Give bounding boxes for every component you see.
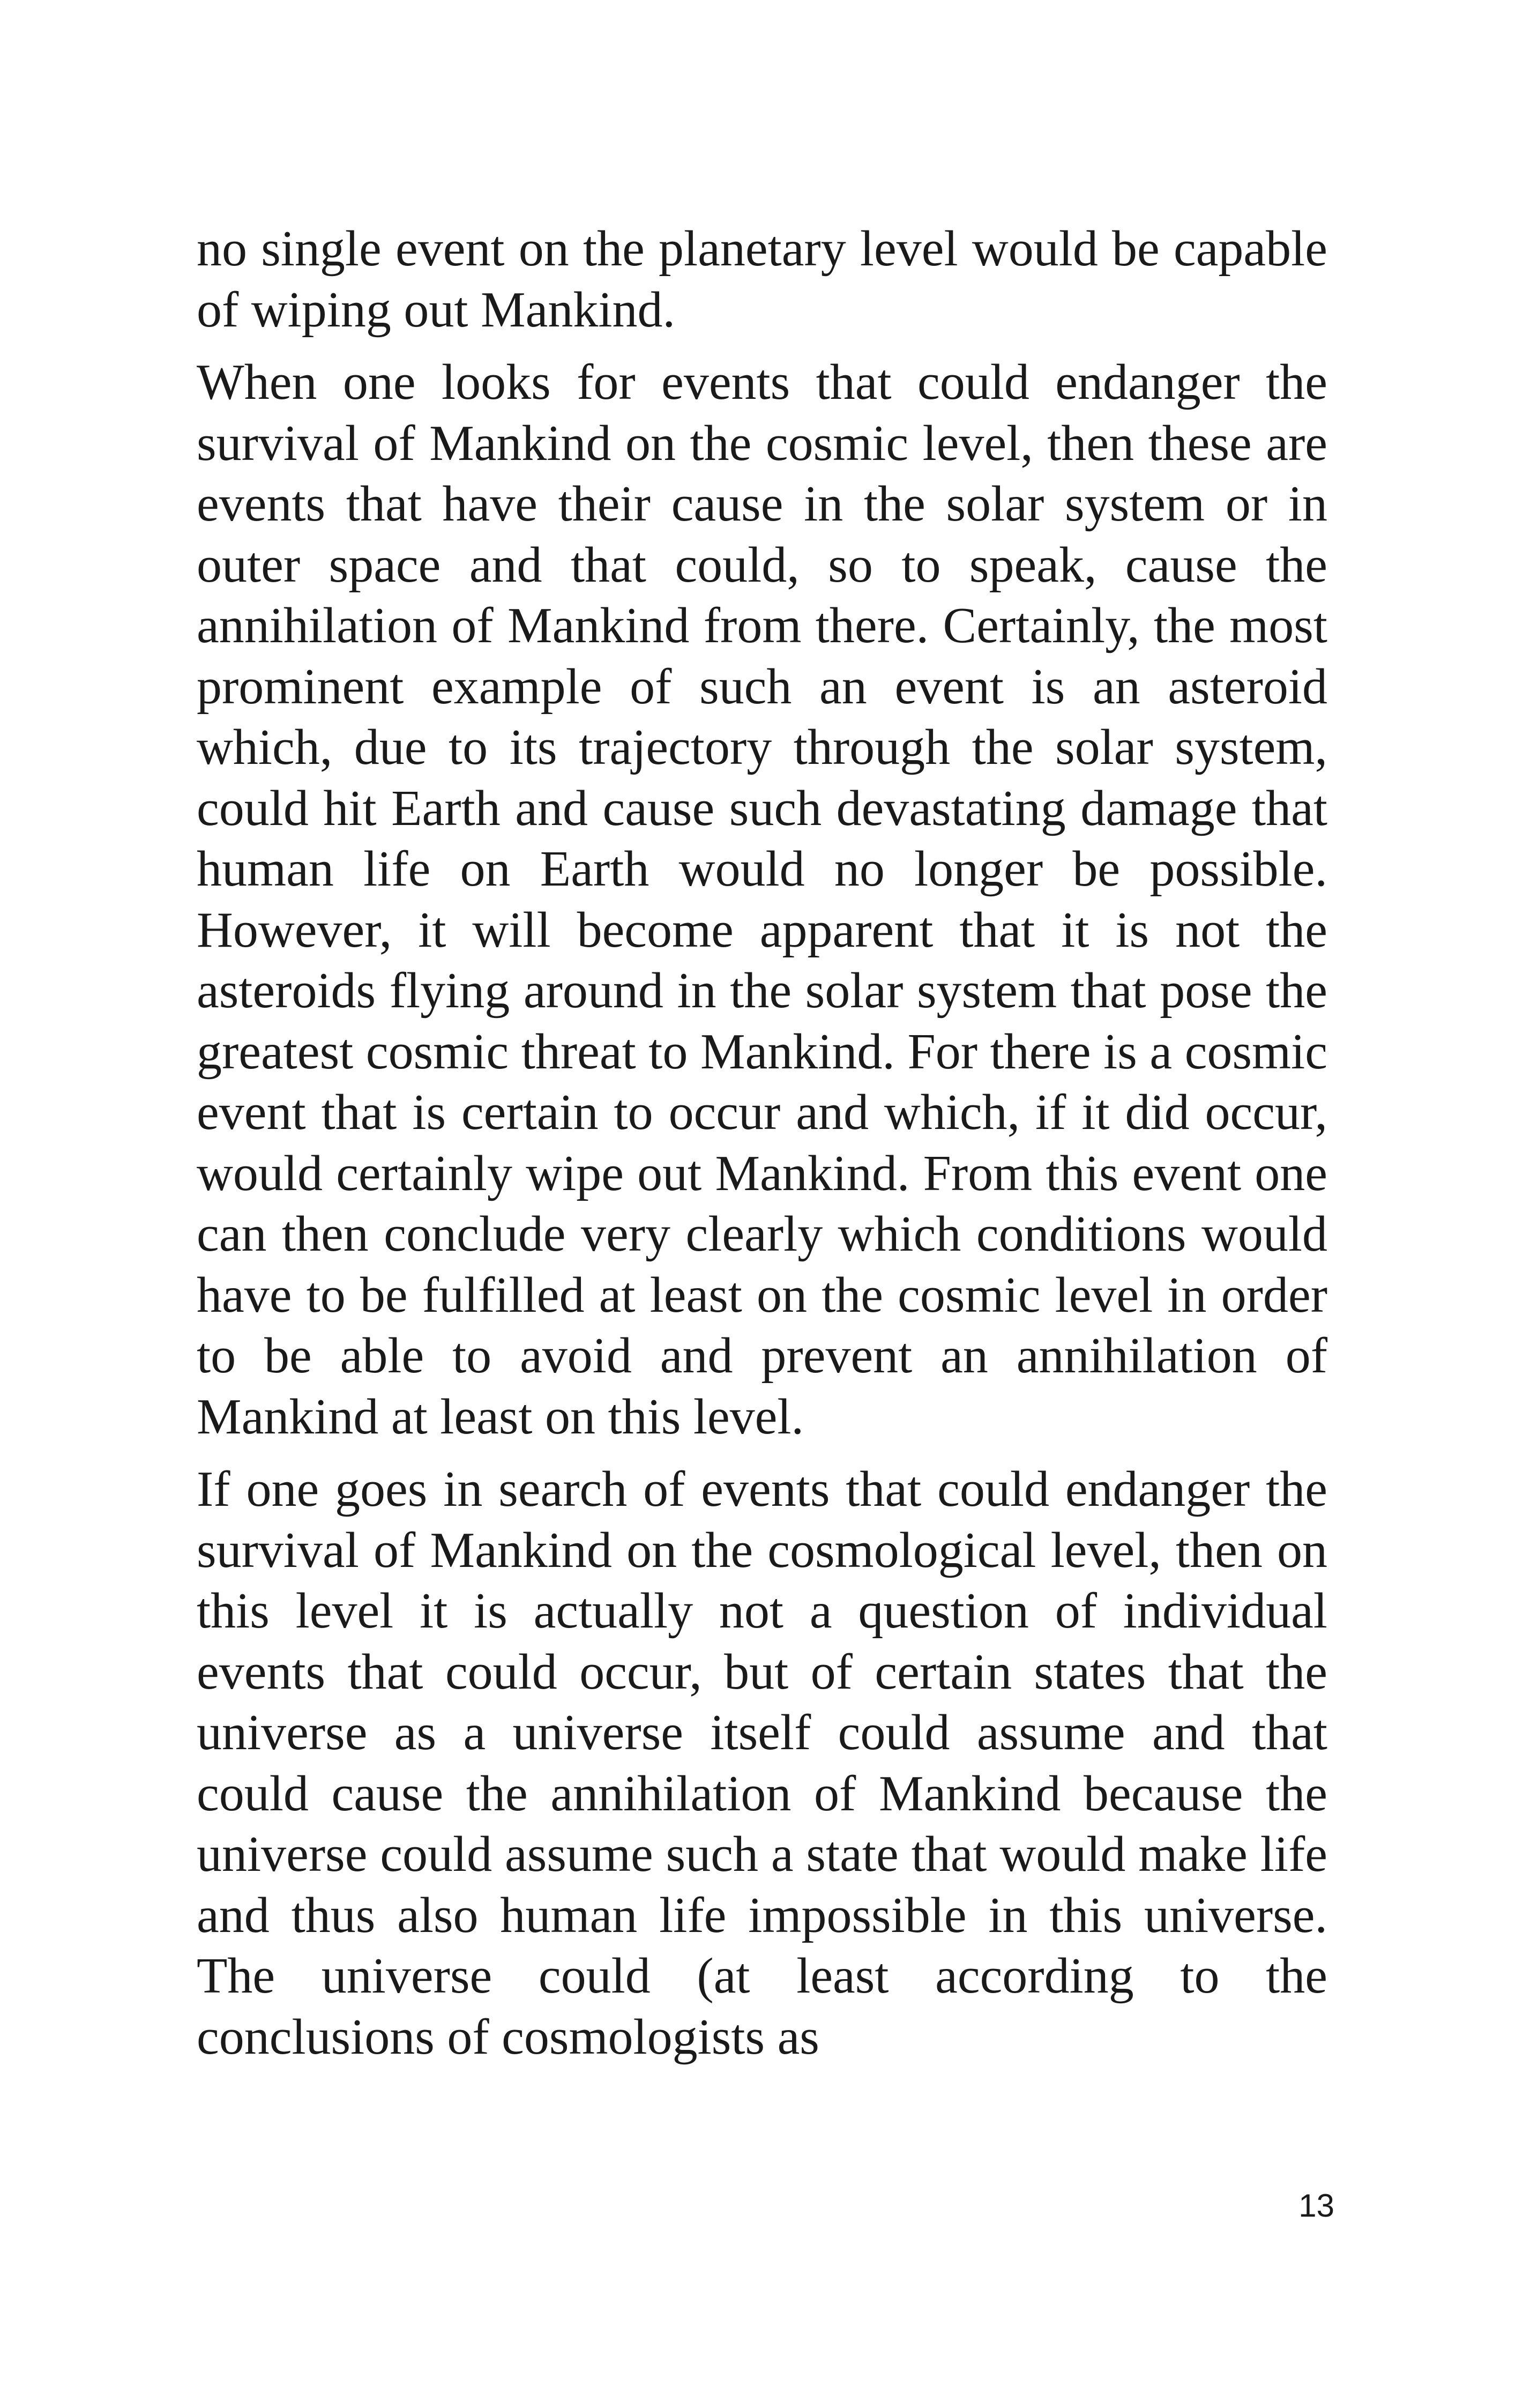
paragraph-3: If one goes in search of events that could endanger the survival of Mankind on the cosmological level, then on this level it is actually not a question of individual events that could occur, but of certain states that the universe as a universe itself could assume and that could cause the annihilation of Mankind because the universe could assume such a state that would make life and thus also human life impossible in this universe. The universe could (at least according to the conclusions of cosmologists as — [197, 1461, 1327, 2065]
paragraph-2: When one looks for events that could endanger the survival of Mankind on the cosmic level, then these are events that have their cause in the solar system or in outer space and that could, so to speak, cause the annihilation of Mankind from there. Certainly, the most prominent example of such an event is an asteroid which, due to its trajectory through the solar system, could hit Earth and cause such devastating damage that human life on Earth would no longer be possible. However, it will become apparent that it is not the asteroids flying around in the solar system that pose the greatest cosmic threat to Mankind. For there is a cosmic event that is certain to occur and which, if it did occur, would certainly wipe out Mankind. From this event one can then conclude very clearly which conditions would have to be fulfilled at least on the cosmic level in order to be able to avoid and prevent an annihilation of Mankind at least on this level. — [197, 354, 1327, 1445]
body-text — [197, 219, 1327, 2068]
paragraph-1: no single event on the planetary level would be capable of wiping out Mankind. — [197, 221, 1327, 338]
page-number: 13 — [1298, 2188, 1334, 2224]
